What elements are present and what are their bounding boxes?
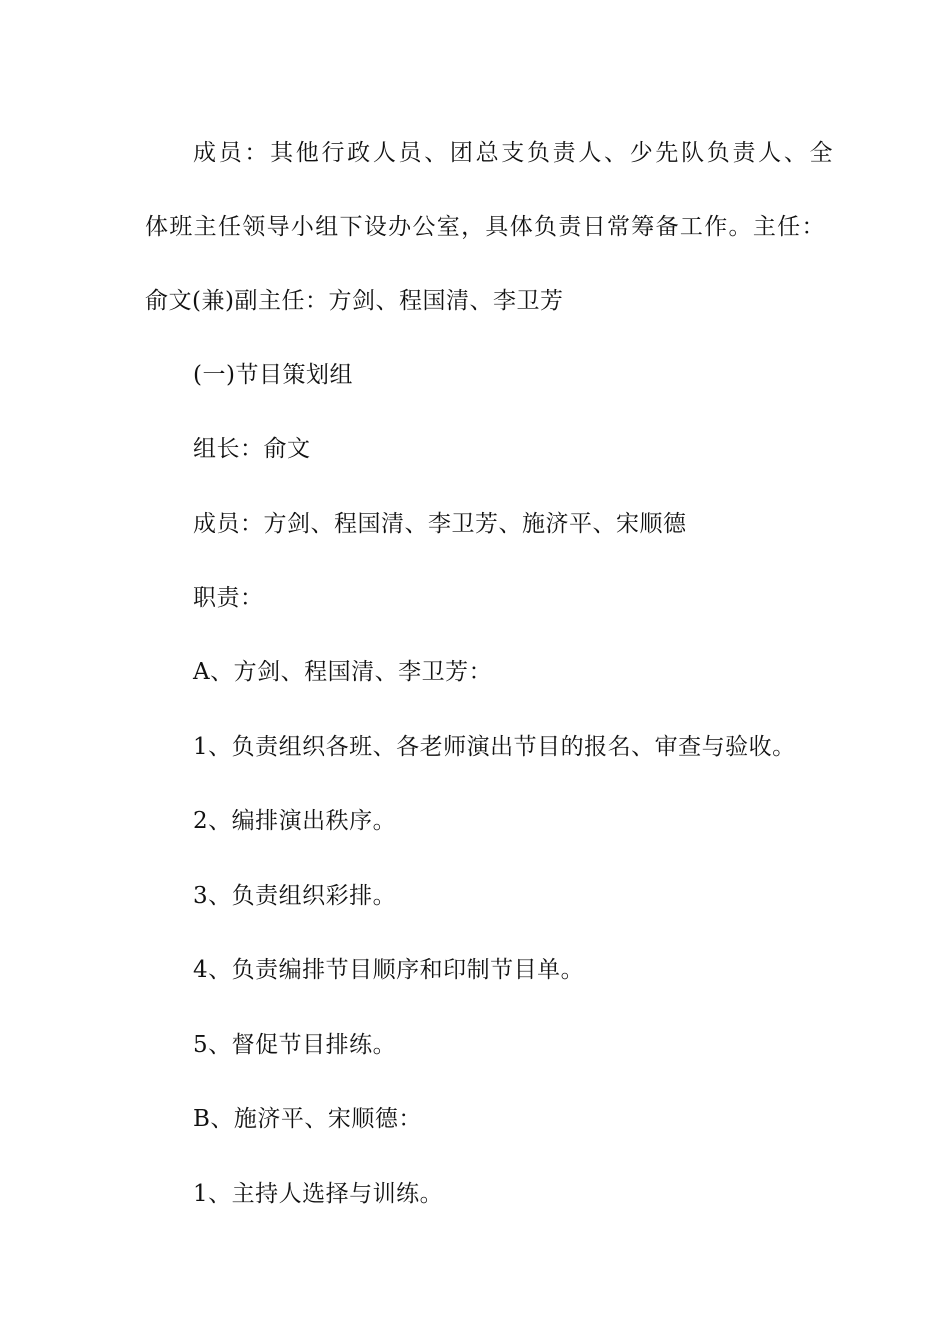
group-a-item-3: 3、负责组织彩排。 <box>193 883 397 909</box>
paragraph-line-2: 体班主任领导小组下设办公室，具体负责日常筹备工作。主任： <box>145 214 825 240</box>
paragraph-line-1: 成员：其他行政人员、团总支负责人、少先队负责人、全 <box>193 140 833 166</box>
members-line: 成员：方剑、程国清、李卫芳、施济平、宋顺德 <box>193 511 687 537</box>
group-a-item-2: 2、编排演出秩序。 <box>193 808 397 834</box>
group-a-item-1: 1、负责组织各班、各老师演出节目的报名、审查与验收。 <box>193 734 796 760</box>
leader-line: 组长：俞文 <box>193 436 311 462</box>
section-heading: (一)节目策划组 <box>193 362 353 388</box>
group-a-heading: A、方剑、程国清、李卫芳： <box>193 659 493 685</box>
group-b-item-1: 1、主持人选择与训练。 <box>193 1181 444 1207</box>
group-b-heading: B、施济平、宋顺德： <box>193 1106 422 1132</box>
group-a-item-4: 4、负责编排节目顺序和印制节目单。 <box>193 957 585 983</box>
duties-label: 职责： <box>193 585 264 611</box>
group-a-item-5: 5、督促节目排练。 <box>193 1032 397 1058</box>
paragraph-line-3: 俞文(兼)副主任：方剑、程国清、李卫芳 <box>145 288 564 314</box>
